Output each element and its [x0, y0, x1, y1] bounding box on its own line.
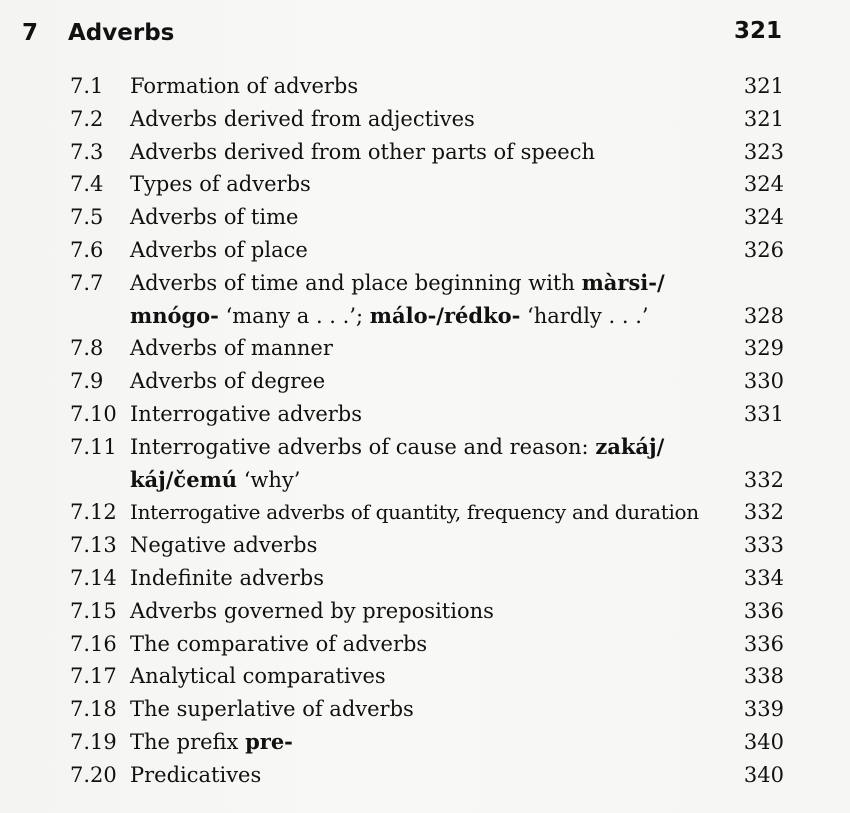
toc-entry-7-15 [0, 595, 850, 628]
title-term: málo-/rédko- [369, 302, 521, 328]
page-number: 339 [743, 697, 784, 722]
toc-entry-7-1 [0, 70, 850, 103]
section-title: Negative adverbs [130, 533, 318, 558]
page-number: 333 [743, 533, 784, 558]
title-text: ‘many a . . .’; [218, 303, 370, 328]
section-title: Indefinite adverbs [130, 565, 324, 590]
section-number: 7.3 [70, 139, 104, 164]
title-term: màrsi-/ [581, 269, 665, 295]
page-number: 323 [743, 139, 784, 164]
section-number: 7.9 [70, 369, 104, 394]
chapter-title: Adverbs [68, 20, 175, 46]
title-term: zakáj/ [595, 433, 665, 459]
section-number: 7.10 [70, 401, 117, 426]
chapter-heading [22, 16, 782, 56]
page-number: 332 [743, 467, 784, 492]
title-text: The prefix [130, 729, 246, 754]
page-number: 321 [743, 74, 784, 98]
section-title: Adverbs governed by prepositions [130, 598, 494, 623]
section-number: 7.14 [70, 565, 117, 590]
section-number: 7.6 [70, 237, 104, 262]
toc-entry-7-4 [0, 168, 850, 201]
page-number: 336 [743, 631, 784, 656]
section-title: Adverbs derived from adjectives [130, 106, 475, 131]
section-number: 7.19 [70, 729, 117, 754]
toc-entry-7-19 [0, 726, 850, 759]
toc-entry-7-20 [0, 759, 850, 792]
section-number: 7.20 [70, 762, 117, 787]
toc-entry-7-14 [0, 562, 850, 595]
section-number: 7.11 [70, 434, 117, 459]
section-title: Adverbs of degree [130, 369, 326, 394]
toc-entry-7-8 [0, 332, 850, 365]
title-term: mnógo- [130, 302, 219, 328]
toc-entry-7-10 [0, 398, 850, 431]
toc-entry-7-17 [0, 660, 850, 693]
section-title: Adverbs of time [130, 205, 299, 230]
toc-entry-7-16 [0, 628, 850, 661]
toc-entry-7-18 [0, 693, 850, 726]
section-title: Adverbs of place [130, 237, 308, 262]
page-number: 340 [743, 729, 784, 754]
section-title: Interrogative adverbs of quantity, frequency and duration [130, 500, 699, 525]
page-number: 328 [743, 303, 784, 328]
toc-entry-7-9 [0, 365, 850, 398]
section-number: 7.17 [70, 664, 117, 689]
toc-entry-7-11 [0, 431, 850, 497]
section-title: Interrogative adverbs [130, 401, 363, 426]
toc-entry-7-12 [0, 496, 850, 529]
section-number: 7.12 [70, 500, 117, 525]
table-of-contents [0, 70, 850, 792]
section-title: Analytical comparatives [130, 664, 386, 689]
title-term: káj/čemú [130, 466, 238, 492]
title-term: pre- [245, 728, 293, 754]
section-number: 7.7 [70, 270, 104, 295]
section-title: The superlative of adverbs [130, 697, 414, 722]
page-number: 330 [743, 369, 784, 394]
section-title: The comparative of adverbs [130, 631, 428, 656]
section-number: 7.5 [70, 205, 104, 230]
toc-entry-7-3 [0, 136, 850, 169]
title-text: ‘hardly . . .’ [520, 303, 649, 328]
section-number: 7.15 [70, 598, 117, 623]
toc-entry-7-5 [0, 201, 850, 234]
section-title: Adverbs derived from other parts of speech [130, 139, 596, 164]
section-number: 7.18 [70, 697, 117, 722]
page-number: 324 [743, 172, 784, 197]
chapter-page-number: 321 [733, 18, 782, 44]
page-number: 329 [743, 336, 784, 361]
title-text: Interrogative adverbs of cause and reason: [130, 434, 596, 459]
toc-entry-7-6 [0, 234, 850, 267]
page-number: 340 [743, 762, 784, 787]
title-text: ‘why’ [237, 467, 301, 492]
section-title: Predicatives [130, 762, 262, 787]
section-title [130, 726, 730, 759]
page-number: 331 [743, 401, 784, 426]
section-title [130, 267, 730, 333]
page-number: 338 [743, 664, 784, 689]
page-number: 324 [743, 205, 784, 230]
title-text: Adverbs of time and place beginning with [130, 270, 582, 295]
section-number: 7.8 [70, 336, 104, 361]
chapter-number: 7 [22, 20, 39, 46]
page-number: 334 [743, 565, 784, 590]
section-title: Formation of adverbs [130, 74, 359, 98]
section-number: 7.2 [70, 106, 104, 131]
toc-entry-7-2 [0, 103, 850, 136]
section-number: 7.4 [70, 172, 104, 197]
section-number: 7.16 [70, 631, 117, 656]
section-number: 7.1 [70, 74, 104, 98]
page-number: 332 [743, 500, 784, 525]
section-title [130, 431, 730, 497]
page-number: 336 [743, 598, 784, 623]
section-number: 7.13 [70, 533, 117, 558]
toc-entry-7-7 [0, 267, 850, 333]
section-title: Types of adverbs [130, 172, 311, 197]
section-title: Adverbs of manner [130, 336, 333, 361]
page-number: 321 [743, 106, 784, 131]
page-number: 326 [743, 237, 784, 262]
toc-entry-7-13 [0, 529, 850, 562]
